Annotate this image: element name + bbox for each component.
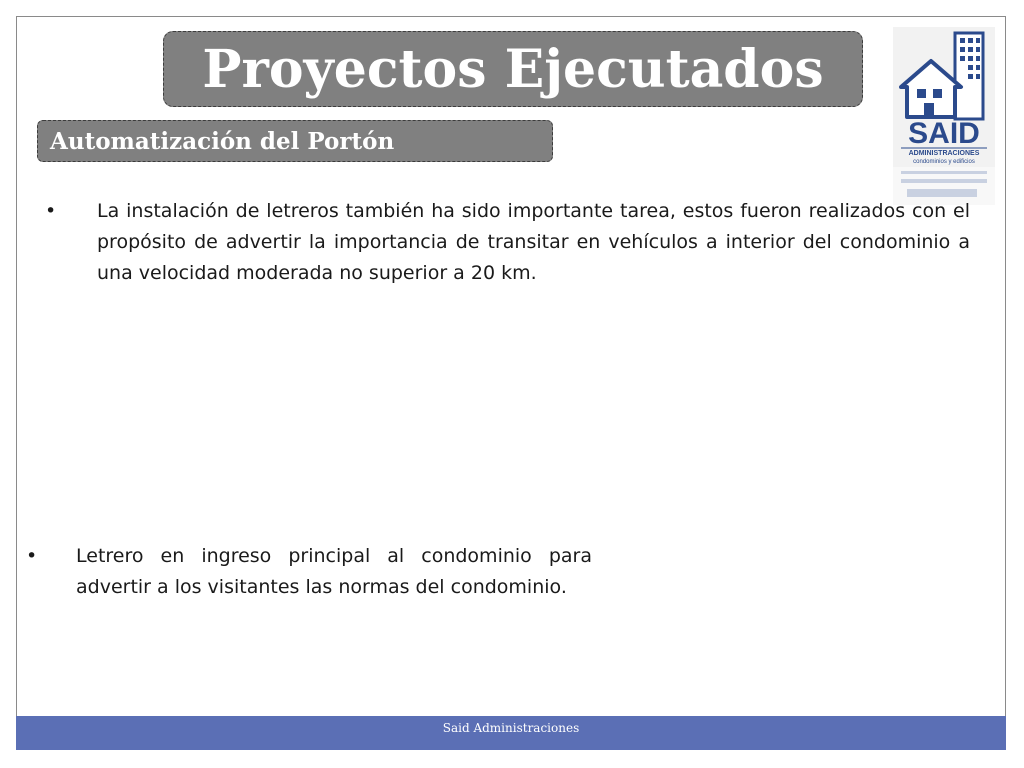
logo-brand-text: SAID xyxy=(908,117,980,150)
subtitle-banner xyxy=(37,120,553,162)
bullet-item-ingreso xyxy=(26,541,592,603)
footer-text: Said Administraciones xyxy=(442,721,580,735)
bullet-marker: • xyxy=(45,200,57,222)
bullet-text: La instalación de letreros también ha sido importante tarea, estos fueron realizados con el propósito de advertir la importancia de transitar en vehículos a interior del condominio a una velocidad moderada no superior a 20 km. xyxy=(97,200,970,284)
page-title: Proyectos Ejecutados xyxy=(202,38,824,100)
logo-line2-text: condominios y edificios xyxy=(913,159,975,165)
title-banner xyxy=(163,31,863,107)
bullet-marker: • xyxy=(26,545,38,567)
bullet-item-letreros xyxy=(45,196,970,289)
footer-bar xyxy=(16,716,1006,750)
section-subtitle: Automatización del Portón xyxy=(50,127,395,155)
bullet-text: Letrero en ingreso principal al condominio para advertir a los visitantes las normas del condominio. xyxy=(76,545,592,598)
said-logo-graphic xyxy=(893,27,995,167)
logo-line1-text: ADMINISTRACIONES xyxy=(908,150,980,157)
said-logo xyxy=(893,27,995,167)
